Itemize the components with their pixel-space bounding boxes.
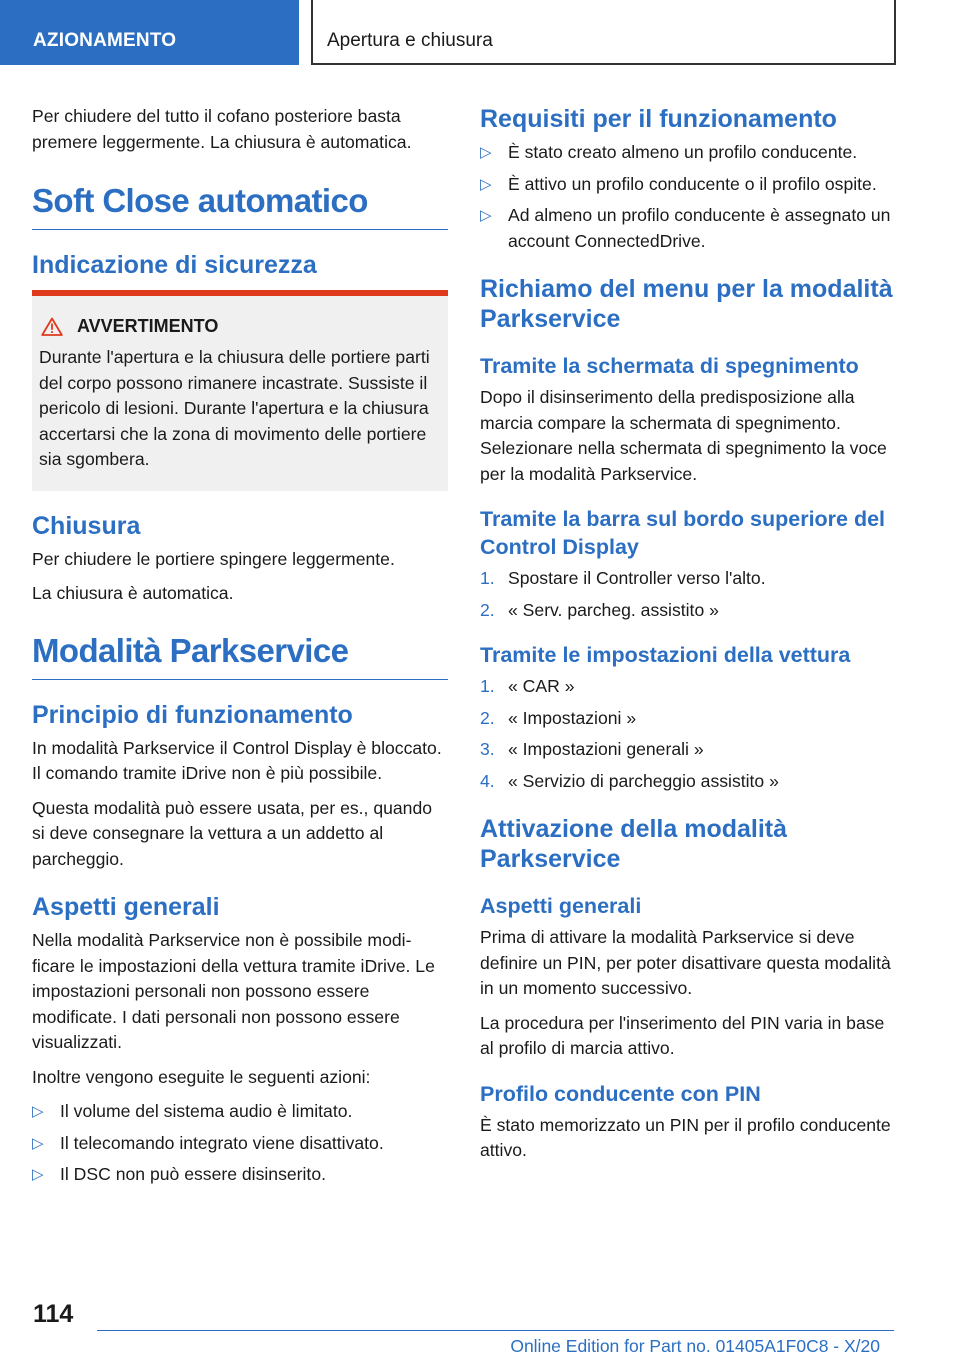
actions-list <box>32 1099 448 1188</box>
triangle-bullet-icon: ▷ <box>32 1166 44 1183</box>
triangle-bullet-icon: ▷ <box>32 1103 44 1120</box>
footer-edition: Online Edition for Part no. 01405A1F0C8 - X/20 <box>510 1336 880 1356</box>
pin-heading: Profilo conducente con PIN <box>480 1081 761 1106</box>
list-item: 3. « Impostazioni generali » <box>480 739 704 759</box>
bar-steps <box>480 566 896 623</box>
warning-triangle-icon <box>41 317 63 336</box>
principle-heading: Principio di funzionamento <box>32 700 353 729</box>
page-number: 114 <box>33 1300 74 1328</box>
closing-paragraph-1: Per chiudere le portiere spingere leggermente. <box>32 548 395 569</box>
header-chapter: Apertura e chiusura <box>327 30 493 51</box>
triangle-bullet-icon: ▷ <box>480 175 492 193</box>
list-item: 2. « Serv. parcheg. assistito » <box>480 599 719 620</box>
general-paragraph-2: Inoltre vengono eseguite le seguenti azioni: <box>32 1066 371 1087</box>
right-column <box>480 104 896 1173</box>
warning-text: Durante l'apertura e la chiusura delle portiere parti del corpo possono rimanere incastrate. Sussiste il pericolo di lesioni. Durante l'apertura e la chiusura accertarsi che la zona di movimento delle portiere sia sgombera. <box>39 347 430 469</box>
list-item: ▷ È stato creato almeno un profilo conducente. <box>480 140 896 166</box>
parkservice-heading: Modalità Parkservice <box>32 631 448 680</box>
warning-title <box>39 316 436 337</box>
list-item: ▷ Il telecomando integrato viene disattivato. <box>32 1131 448 1157</box>
left-column <box>32 104 448 1196</box>
activation-paragraph-1: Prima di attivare la modalità Parkservice si deve definire un PIN, per poter disattivare questa modalità in un momento successivo. <box>480 927 891 998</box>
activation-heading: Attivazione della modalità Parkservice <box>480 815 788 873</box>
closing-heading: Chiusura <box>32 511 141 540</box>
list-item: 1. Spostare il Controller verso l'alto. <box>480 568 766 588</box>
footer-divider <box>97 1330 894 1331</box>
general-paragraph-1: Nella modalità Parkservice non è possibile modificare le impostazioni della vettura tramite iDrive. Le impostazioni personali non possono essere modificate. I dati personali non possono essere visualizzati. <box>32 930 435 1052</box>
activation-paragraph-2: La procedura per l'inserimento del PIN varia in base al profilo di marcia attivo. <box>480 1012 885 1058</box>
requirements-list <box>480 140 896 254</box>
triangle-bullet-icon: ▷ <box>480 207 492 224</box>
principle-paragraph-2: Questa modalità può essere usata, per es., quando si deve consegnare la vettura a un addetto al parcheggio. <box>32 797 433 869</box>
activation-general-heading: Aspetti generali <box>480 894 642 918</box>
triangle-bullet-icon: ▷ <box>32 1134 44 1152</box>
soft-close-heading: Soft Close automatico <box>32 181 448 230</box>
list-item: 4. « Servizio di parcheggio assistito » <box>480 770 779 791</box>
pin-paragraph: È stato memorizzato un PIN per il profilo conducente attivo. <box>480 1114 891 1160</box>
bar-heading: Tramite la barra sul bordo superiore del Control Display <box>480 507 886 559</box>
triangle-bullet-icon: ▷ <box>480 144 492 161</box>
warning-box <box>32 290 448 491</box>
intro-paragraph: Per chiudere del tutto il cofano posteriore basta premere leggermente. La chiusura è automatica. <box>32 106 412 152</box>
list-item: ▷ Il volume del sistema audio è limitato. <box>32 1099 448 1125</box>
closing-paragraph-2: La chiusura è automatica. <box>32 583 234 603</box>
safety-heading: Indicazione di sicurezza <box>32 251 317 279</box>
settings-heading: Tramite le impostazioni della vettura <box>480 643 851 667</box>
list-item: ▷ È attivo un profilo conducente o il profilo ospite. <box>480 172 896 198</box>
requirements-heading: Requisiti per il funzionamento <box>480 105 837 133</box>
menu-heading: Richiamo del menu per la modalità Parkservice <box>480 275 893 333</box>
warning-label: AVVERTIMENTO <box>77 316 219 336</box>
principle-paragraph-1: In modalità Parkservice il Control Display è bloccato. Il comando tramite iDrive non è più possibile. <box>32 737 442 783</box>
general-heading: Aspetti generali <box>32 893 220 921</box>
list-item: ▷ Il DSC non può essere disinserito. <box>32 1162 448 1188</box>
shutdown-heading: Tramite la schermata di spegnimento <box>480 354 859 378</box>
list-item: 1. « CAR » <box>480 676 575 696</box>
settings-steps <box>480 674 896 794</box>
header-chapter-box <box>311 0 896 65</box>
list-item: 2. « Impostazioni » <box>480 707 637 728</box>
shutdown-paragraph: Dopo il disinserimento della predisposizione alla marcia compare la schermata di spegnimento. Selezionare nella schermata di spegnimento la voce per la modalità Parkservice. <box>480 387 887 484</box>
list-item: ▷ Ad almeno un profilo conducente è assegnato un account ConnectedDrive. <box>480 205 891 251</box>
header-section-tab <box>0 0 299 65</box>
header-section: AZIONAMENTO <box>33 30 177 51</box>
